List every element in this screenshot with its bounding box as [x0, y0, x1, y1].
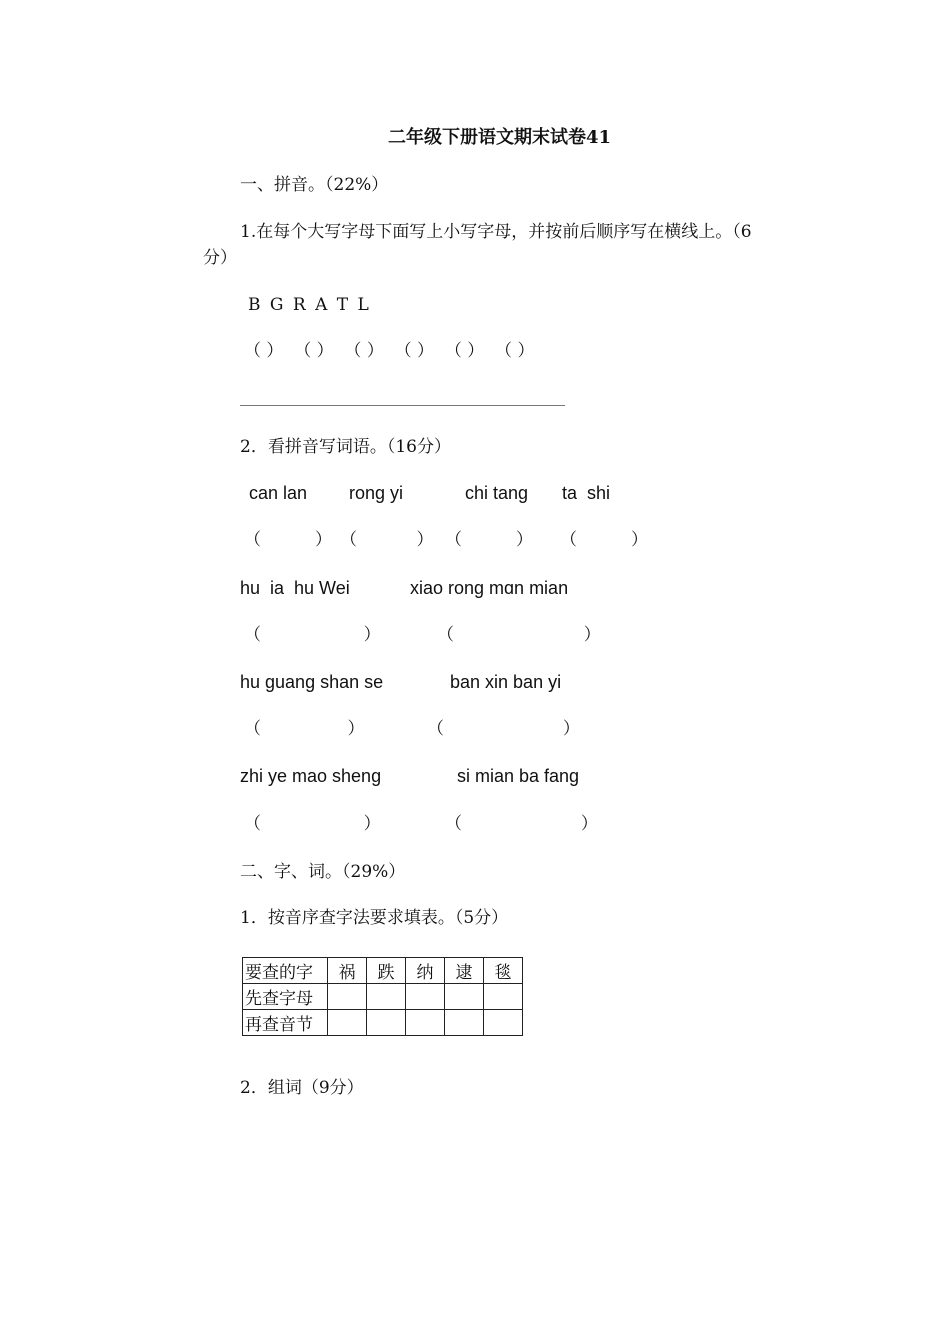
table-char: 跌 — [367, 958, 406, 984]
answer-blank[interactable]: （ ） — [244, 625, 381, 645]
answer-blank[interactable]: （ ） — [340, 530, 434, 550]
lowercase-answer-parens: （ ） （ ） （ ） （ ） （ ） （ ） — [244, 341, 535, 361]
lookup-table — [242, 957, 523, 1036]
answer-blank[interactable]: （ ） — [560, 530, 649, 550]
answer-blank[interactable]: （ ） — [445, 530, 534, 550]
table-cell[interactable] — [367, 984, 406, 1010]
pinyin-word: si mian ba fang — [457, 766, 580, 786]
q2-heading: 2．看拼音写词语。（16分） — [240, 437, 451, 457]
answer-blank[interactable]: （ ） — [244, 814, 381, 834]
table-cell[interactable] — [484, 1010, 523, 1036]
pinyin-word: can lan — [249, 483, 308, 503]
answer-blank[interactable]: （ ） — [445, 814, 598, 834]
uppercase-letters: B G R A T L — [248, 295, 371, 315]
table-cell[interactable] — [484, 984, 523, 1010]
section1-heading: 一、拼音。（22%） — [240, 175, 389, 195]
pinyin-word: hu ia hu Wei — [240, 578, 350, 598]
table-row — [243, 984, 523, 1010]
section2-q1-heading: 1．按音序查字法要求填表。（5分） — [240, 908, 509, 928]
table-cell[interactable] — [406, 984, 445, 1010]
pinyin-word: rong yi — [349, 483, 404, 503]
answer-blank[interactable]: （ ） — [244, 719, 365, 739]
table-cell[interactable] — [328, 984, 367, 1010]
page-title: 二年级下册语文期末试卷41 — [388, 127, 612, 148]
table-cell[interactable] — [445, 984, 484, 1010]
table-cell[interactable] — [367, 1010, 406, 1036]
pinyin-word: hu guang shan se — [240, 672, 384, 692]
table-header-label: 要查的字 — [243, 958, 328, 984]
pinyin-word: ban xin ban yi — [450, 672, 562, 692]
table-row — [243, 1010, 523, 1036]
answer-line[interactable] — [240, 405, 565, 406]
cropped-table-edge — [242, 1041, 522, 1047]
q1-instruction-line1: 1.在每个大写字母下面写上小写字母，并按前后顺序写在横线上。（6 — [240, 222, 752, 242]
table-cell[interactable] — [406, 1010, 445, 1036]
section2-q2-heading: 2．组词（9分） — [240, 1078, 364, 1098]
q1-instruction-line2: 分） — [203, 248, 237, 268]
pinyin-word: ta shi — [562, 483, 611, 503]
table-char: 毯 — [484, 958, 523, 984]
table-row — [243, 958, 523, 984]
pinyin-word: xiao rong mɑn mian — [410, 578, 569, 598]
table-row-label: 先查字母 — [243, 984, 328, 1010]
answer-blank[interactable]: （ ） — [244, 530, 333, 550]
section2-heading: 二、字、词。（29%） — [240, 862, 406, 882]
table-char: 纳 — [406, 958, 445, 984]
table-char: 逮 — [445, 958, 484, 984]
pinyin-word: zhi ye mao sheng — [240, 766, 382, 786]
pinyin-word: chi tang — [465, 483, 529, 503]
table-row-label: 再查音节 — [243, 1010, 328, 1036]
table-cell[interactable] — [328, 1010, 367, 1036]
answer-blank[interactable]: （ ） — [437, 625, 601, 645]
answer-blank[interactable]: （ ） — [427, 719, 580, 739]
table-char: 祸 — [328, 958, 367, 984]
table-cell[interactable] — [445, 1010, 484, 1036]
